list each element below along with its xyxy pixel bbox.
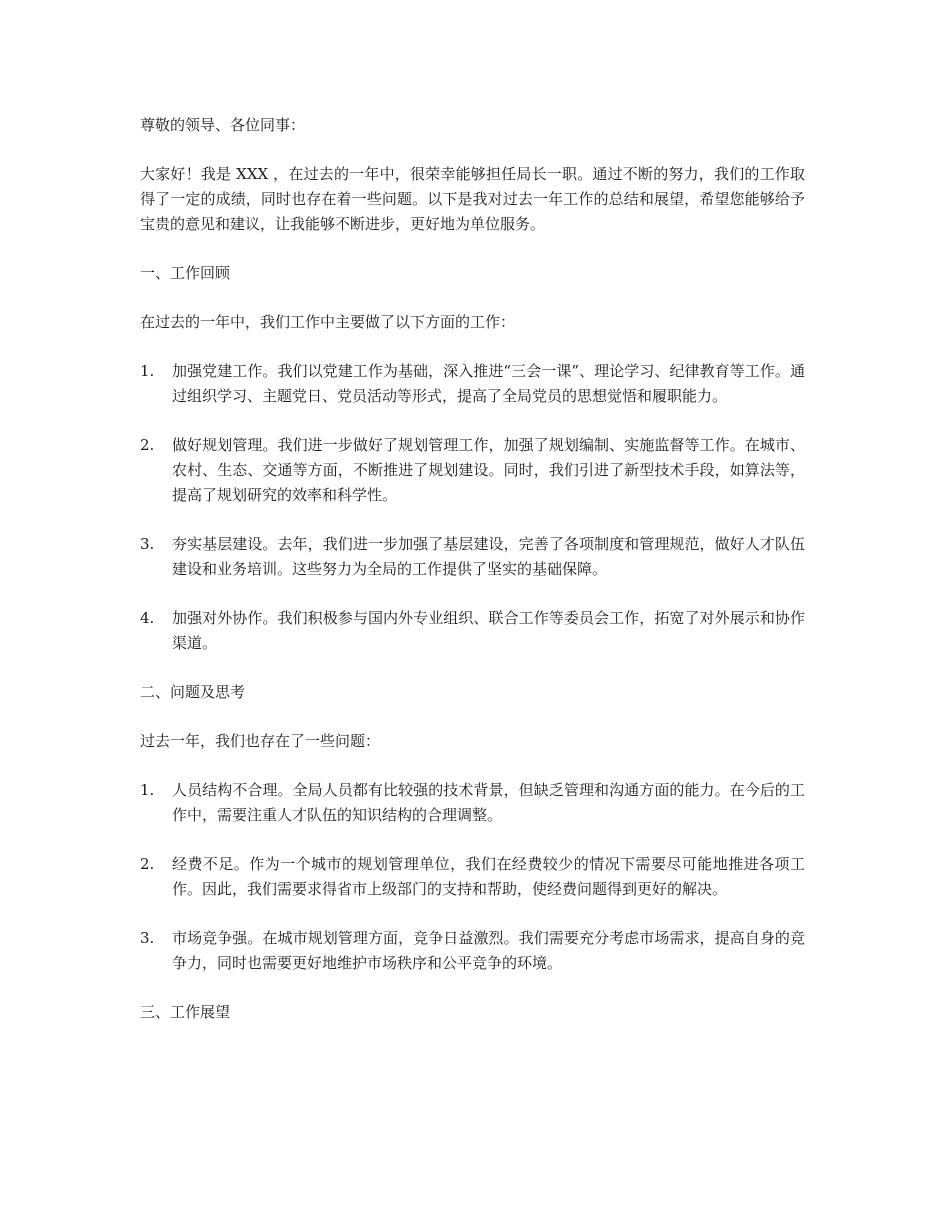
section-heading-outlook: 三、工作展望 [140,1003,231,1021]
list-item [140,532,805,582]
list-item [140,433,805,508]
section-heading-work-review: 一、工作回顾 [140,264,231,282]
intro-paragraph: 大家好！我是 XXX ，在过去的一年中，很荣幸能够担任局长一职。通过不断的努力，我们的工作取得了一定的成绩，同时也存在着一些问题。以下是我对过去一年工作的总结和展望，希望您能够给予宝贵的意见和建议，让我能够不断进步，更好地为单位服务。 [140,165,805,233]
list-number: 3. [140,535,155,553]
list-item [140,606,805,656]
list-number: 2. [140,436,155,454]
list-text: 市场竞争强。在城市规划管理方面，竞争日益激烈。我们需要充分考虑市场需求，提高自身的竞争力，同时也需要更好地维护市场秩序和公平竞争的环境。 [172,929,805,972]
list-item [140,852,805,902]
section-lead: 过去一年，我们也存在了一些问题： [140,732,381,750]
section-lead: 在过去的一年中，我们工作中主要做了以下方面的工作： [140,313,516,331]
list-item [140,778,805,828]
list-text: 加强对外协作。我们积极参与国内外专业组织、联合工作等委员会工作，拓宽了对外展示和协作渠道。 [172,609,805,652]
greeting: 尊敬的领导、各位同事： [140,116,306,134]
list-text: 做好规划管理。我们进一步做好了规划管理工作，加强了规划编制、实施监督等工作。在城市、农村、生态、交通等方面，不断推进了规划建设。同时，我们引进了新型技术手段，如算法等，提高了规划研究的效率和科学性。 [172,436,805,504]
list-number: 3. [140,929,155,947]
section-heading-problems: 二、问题及思考 [140,683,246,701]
list-text: 加强党建工作。我们以党建工作为基础，深入推进“三会一课”、理论学习、纪律教育等工作。通过组织学习、主题党日、党员活动等形式，提高了全局党员的思想觉悟和履职能力。 [172,362,805,405]
list-text: 夯实基层建设。去年，我们进一步加强了基层建设，完善了各项制度和管理规范，做好人才队伍建设和业务培训。这些努力为全局的工作提供了坚实的基础保障。 [172,535,805,578]
list-item [140,926,805,976]
list-text: 经费不足。作为一个城市的规划管理单位，我们在经费较少的情况下需要尽可能地推进各项工作。因此，我们需要求得省市上级部门的支持和帮助，使经费问题得到更好的解决。 [172,855,805,898]
list-number: 2. [140,855,155,873]
list-number: 4. [140,609,155,627]
list-item [140,359,805,409]
document-page [140,113,805,1049]
list-text: 人员结构不合理。全局人员都有比较强的技术背景，但缺乏管理和沟通方面的能力。在今后的工作中，需要注重人才队伍的知识结构的合理调整。 [172,781,805,824]
list-number: 1. [140,362,155,380]
list-number: 1. [140,781,155,799]
